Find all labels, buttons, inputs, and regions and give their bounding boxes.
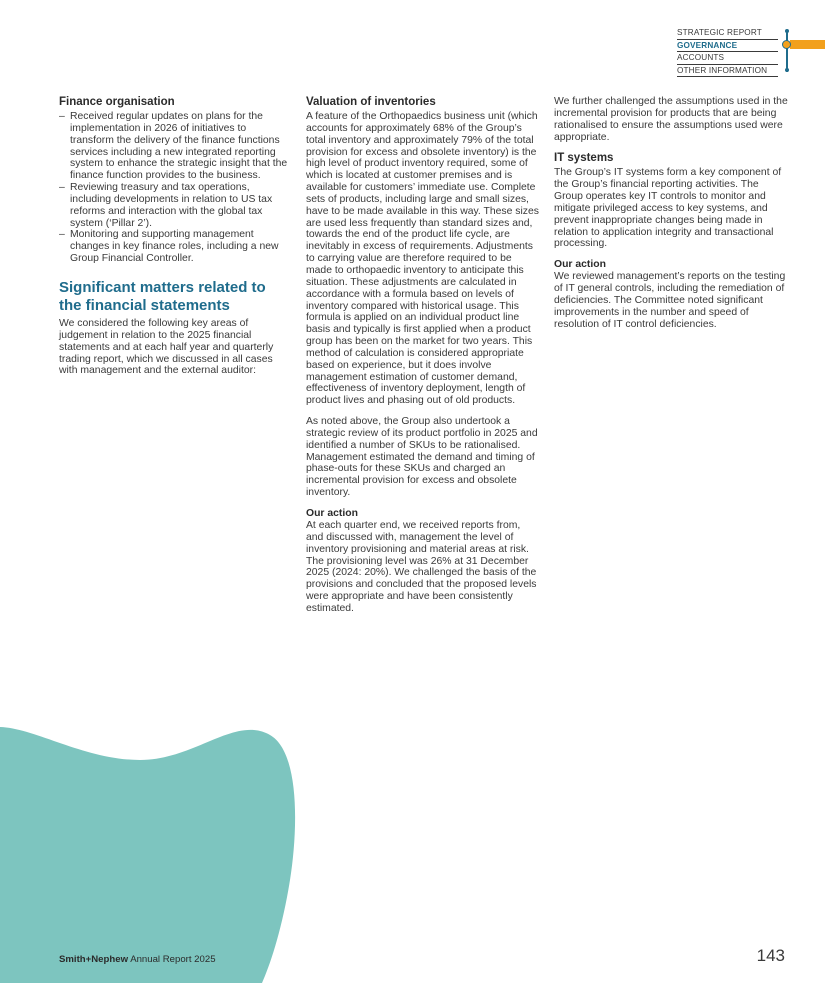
- page-number: 143: [756, 946, 785, 965]
- inventory-paragraph: A feature of the Orthopaedics business unit (which accounts for approximately 68% of the Group’s total inventory and approximately 79% of the total provision for excess and obsolete inventory) is the high level of product inventory required, some of which is located at customer premises and is available for customers’ immediate use. Complete sets of products, including large and small sizes, have to be made available in this way. These sizes are used less frequently than standard sizes and, towards the end of the product life cycle, are inevitably in excess of requirements. Adjustments to carrying value are therefore required to be made to orthopaedic inventory to anticipate this situation. These adjustments are calculated in accordance with a formula based on levels of inventory compared with historical usage. This formula is applied on an individual product line basis and typically is first applied when a product group has been on the market for two years. This method of calculation is considered appropriate based on experience, but it does involve management estimation of customer demand, effectiveness of inventory deployment, length of product lives and phasing out of old products.: [306, 111, 539, 407]
- nav-accounts[interactable]: ACCOUNTS: [677, 52, 778, 65]
- nav-tick: [785, 29, 789, 33]
- it-systems-paragraph: The Group’s IT systems form a key component of the Group’s financial reporting activities. The Group operates key IT controls to monitor and mitigate privileged access to key systems, and prevent inappropriate changes being made in relation to application integrity and transactional processing.: [554, 167, 782, 250]
- column-left: [59, 96, 291, 386]
- teal-wave-shape: [0, 727, 295, 983]
- it-action-paragraph: We reviewed management’s reports on the testing of IT general controls, including the remediation of deficiencies. The Committee noted significant improvements in the number and speed of resolution of IT control deficiencies.: [554, 271, 786, 330]
- nav-other-information[interactable]: OTHER INFORMATION: [677, 65, 778, 78]
- significant-matters-paragraph: We considered the following key areas of judgement in relation to the 2025 financial statements and at each half year and quarterly trading report, which we discussed in all cases with management and the external auditor:: [59, 317, 274, 377]
- our-action-heading: Our action: [554, 259, 606, 271]
- valuation-of-inventories-heading: Valuation of inventories: [306, 96, 436, 108]
- nav-governance[interactable]: GOVERNANCE: [677, 40, 778, 53]
- column-right: [554, 96, 790, 340]
- significant-matters-heading: Significant matters related to the financial statements: [59, 278, 266, 314]
- section-nav: [677, 27, 778, 77]
- nav-active-bar: [790, 40, 825, 49]
- finance-organisation-heading: Finance organisation: [59, 96, 175, 108]
- nav-tick: [785, 68, 789, 72]
- nav-active-dot-icon: [782, 40, 791, 49]
- list-item: – Received regular updates on plans for the implementation in 2026 of initiatives to transform the delivery of the finance functions services including a new integrated reporting system to enhance the strategic insight that the finance function provides to the business.: [59, 111, 291, 182]
- finance-bullet-list: [59, 111, 291, 265]
- it-systems-heading: IT systems: [554, 152, 614, 165]
- strategic-review-paragraph: As noted above, the Group also undertook a strategic review of its product portfolio in 2025 and identified a number of SKUs to be rationalised. Management estimated the demand and timing of phase-outs for these SKUs and charged an incremental provision for excess and obsolete inventory.: [306, 416, 538, 499]
- footer: [59, 954, 216, 965]
- nav-rail: [786, 30, 788, 72]
- column-middle: [306, 96, 540, 624]
- list-item: – Reviewing treasury and tax operations, including developments in relation to US tax reforms and interaction with the global tax system (‘Pillar 2’).: [59, 182, 291, 229]
- footer-brand: Smith+Nephew: [59, 954, 129, 965]
- list-item: – Monitoring and supporting management changes in key finance roles, including a new Group Financial Controller.: [59, 229, 291, 265]
- our-action-heading: Our action: [306, 508, 358, 519]
- footer-text: Annual Report 2025: [130, 954, 216, 965]
- inventory-action-paragraph: At each quarter end, we received reports from, and discussed with, management the level of inventory provisioning and material areas at risk. The provisioning level was 26% at 31 December 2025 (2024: 20%). We challenged the basis of the provisions and concluded that the proposed levels were appropriate and have been consistently estimated.: [306, 520, 537, 614]
- assumptions-paragraph: We further challenged the assumptions used in the incremental provision for products that are being rationalised to ensure the assumptions used were appropriate.: [554, 96, 788, 143]
- nav-strategic-report[interactable]: STRATEGIC REPORT: [677, 27, 778, 40]
